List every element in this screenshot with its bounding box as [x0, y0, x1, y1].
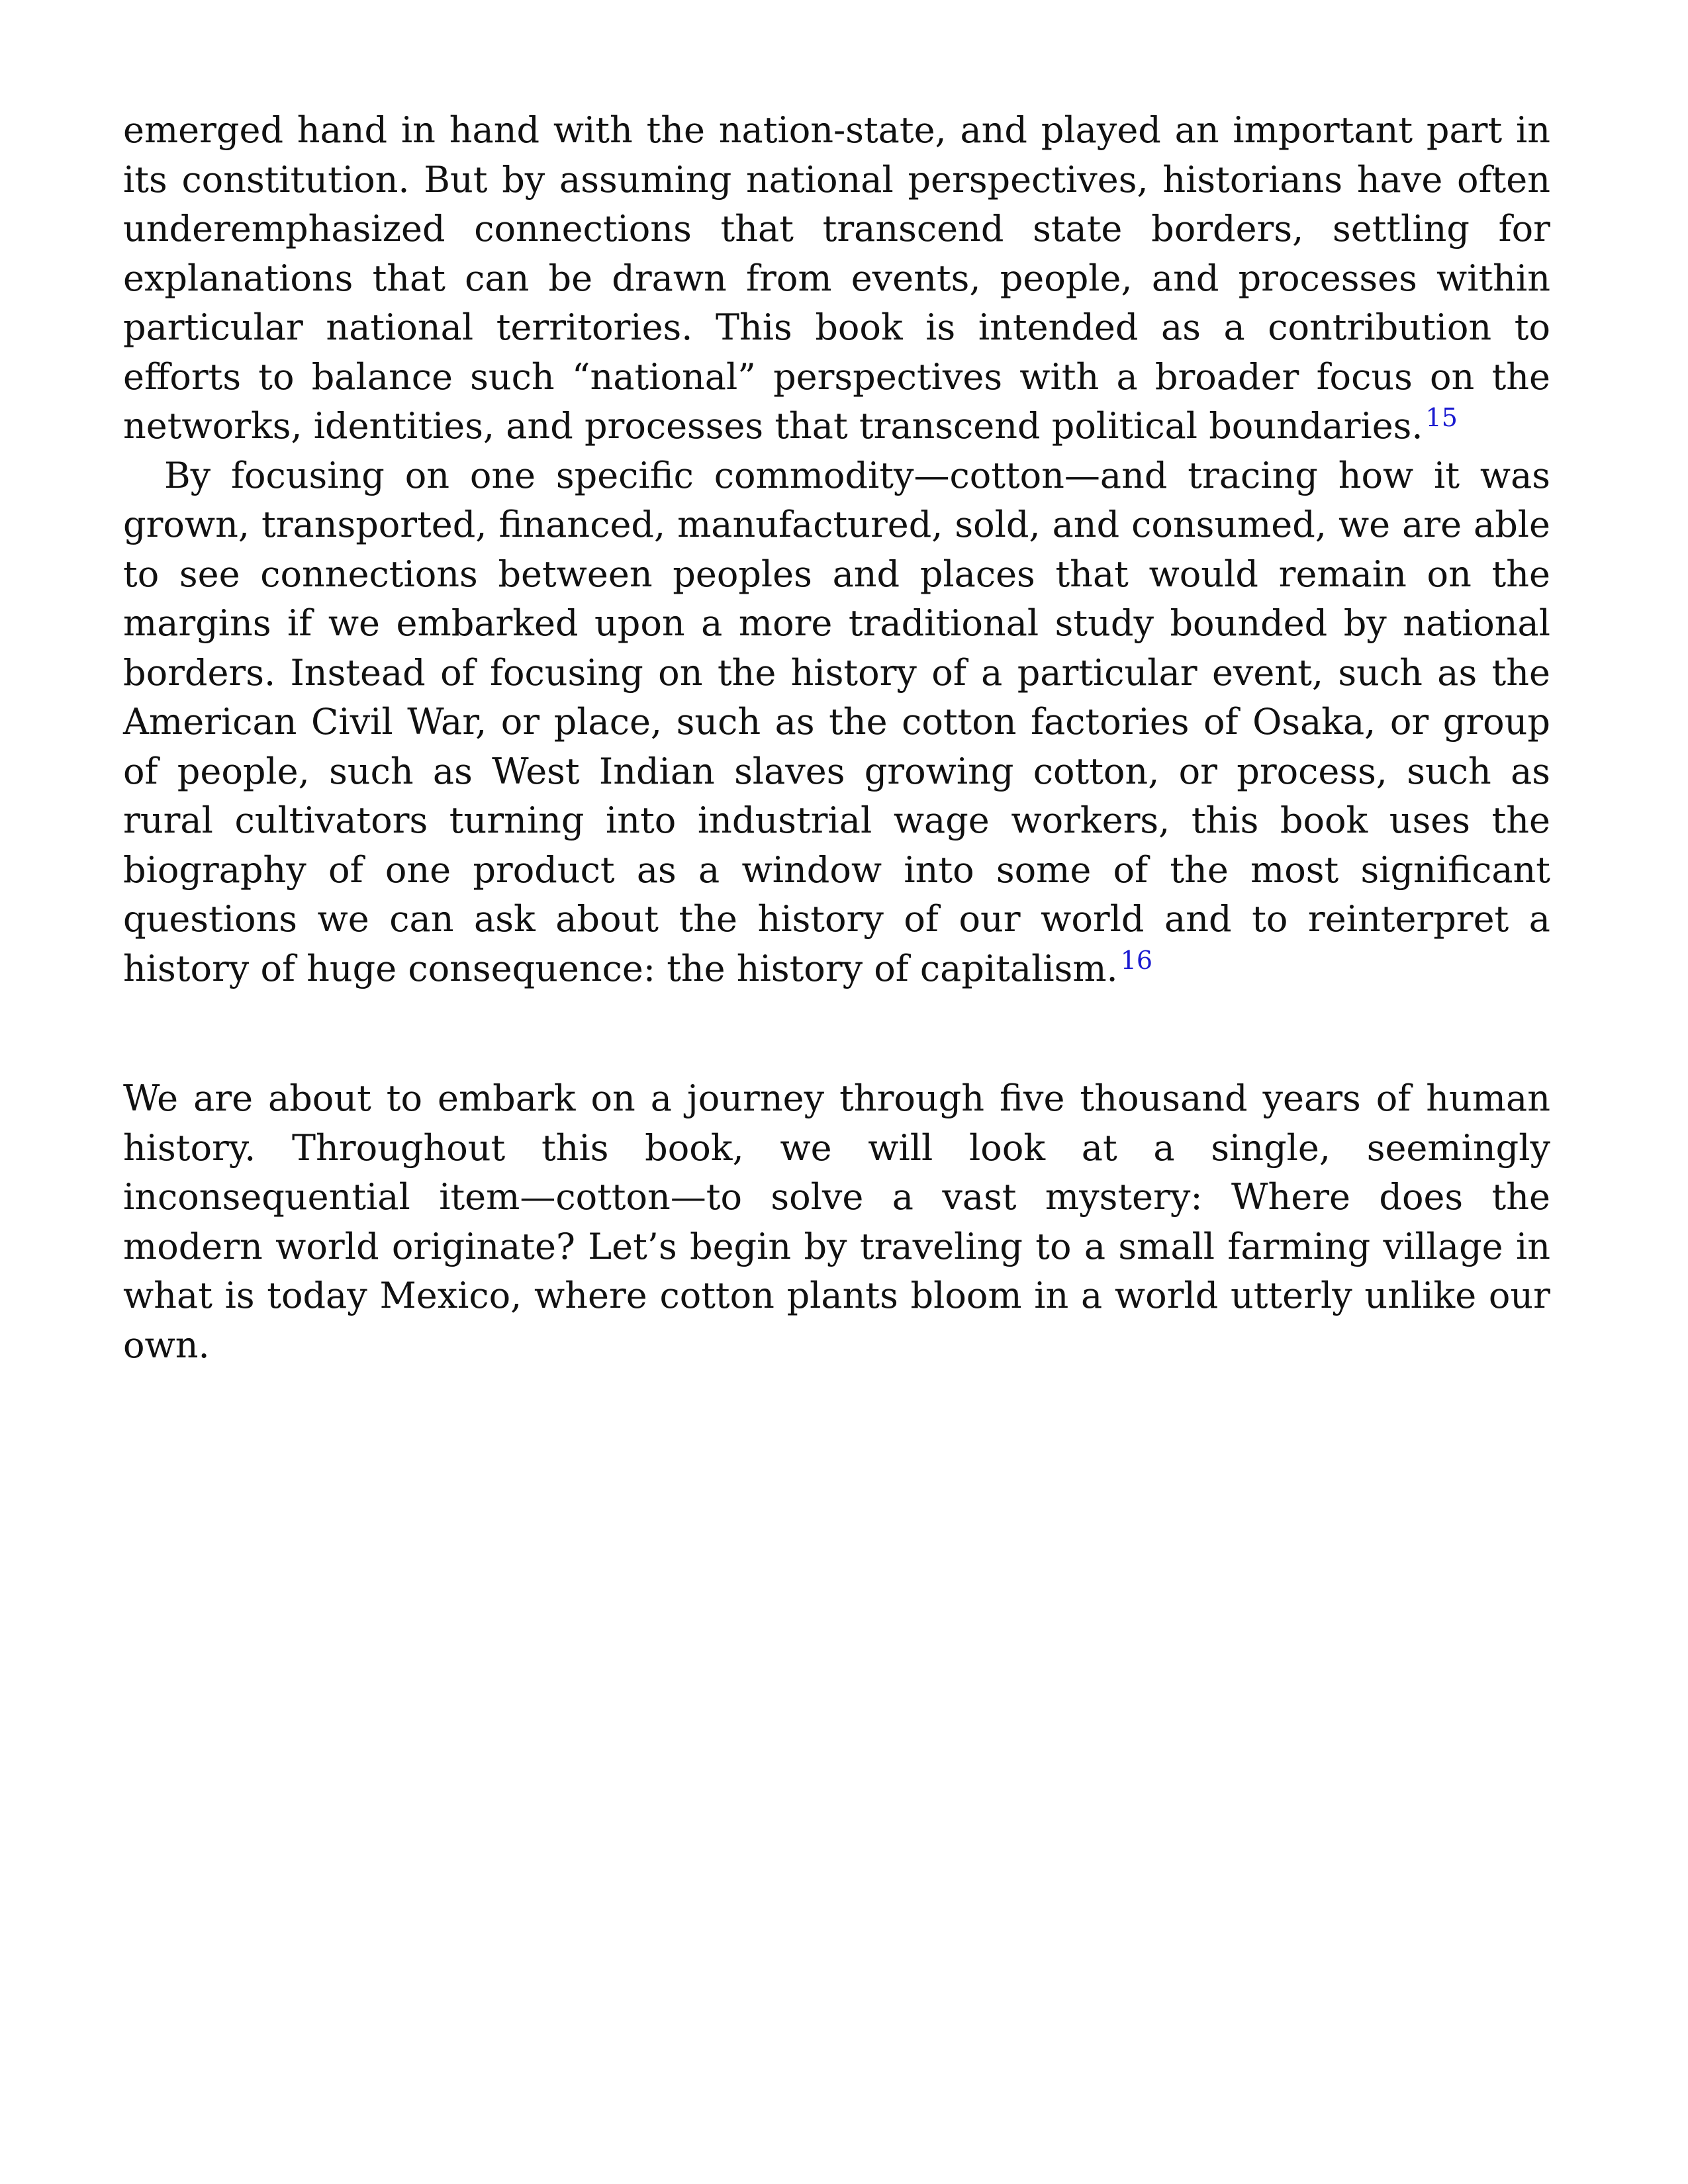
page-body — [123, 106, 1550, 1370]
paragraph-text: By focusing on one specific commodity—cotton—and tracing how it was grown, transported, financed, manufactured, sold, and consumed, we are able to see connections between peoples and places that would remain on the margins if we embarked upon a more traditional study bounded by national borders. Instead of focusing on the history of a particular event, such as the American Civil War, or place, such as the cotton factories of Osaka, or group of people, such as West Indian slaves growing cotton, or process, such as rural cultivators turning into industrial wage workers, this book uses the biography of one product as a window into some of the most significant questions we can ask about the history of our world and to reinterpret a history of huge consequence: the history of capitalism. — [123, 454, 1550, 989]
paragraph-commodity-focus — [123, 451, 1550, 994]
paragraph-journey-intro — [123, 1074, 1550, 1370]
footnote-link-15[interactable]: 15 — [1425, 403, 1458, 432]
paragraph-text: We are about to embark on a journey through five thousand years of human history. Throughout this book, we will look at a single, seemingly inconsequential item—cotton—to solve a vast mystery: Where does the modern world originate? Let’s begin by traveling to a small farming village in what is today Mexico, where cotton plants bloom in a world utterly unlike our own. — [123, 1077, 1550, 1366]
paragraph-national-perspectives — [123, 106, 1550, 451]
footnote-link-16[interactable]: 16 — [1120, 945, 1153, 975]
paragraph-text: emerged hand in hand with the nation-state, and played an important part in its constitution. But by assuming national perspectives, historians have often underemphasized connections that transcend state borders, settling for explanations that can be drawn from events, people, and processes within particular national territories. This book is intended as a contribution to efforts to balance such “national” perspectives with a broader focus on the networks, identities, and processes that transcend political boundaries. — [123, 109, 1550, 447]
section-break — [123, 993, 1550, 1074]
